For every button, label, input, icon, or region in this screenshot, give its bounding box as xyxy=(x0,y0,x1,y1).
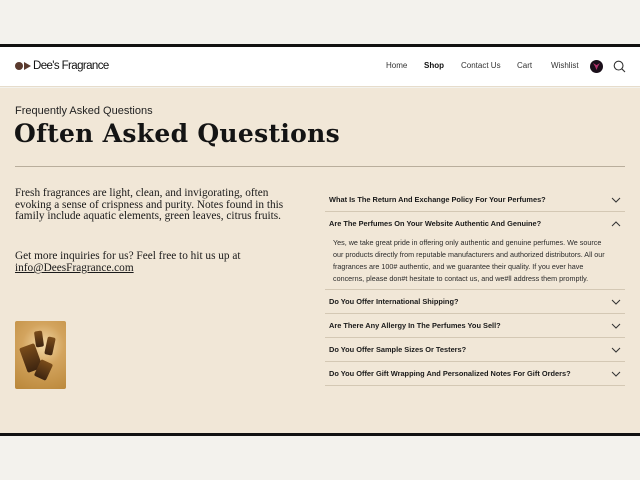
faq-question-text: Do You Offer Gift Wrapping And Personalized Notes For Gift Orders? xyxy=(329,369,571,378)
nav-contact-us[interactable]: Contact Us xyxy=(461,61,501,70)
chevron-down-icon xyxy=(611,197,621,203)
chevron-down-icon xyxy=(611,323,621,329)
product-image xyxy=(15,321,66,389)
faq-question-gift-wrapping[interactable] xyxy=(325,362,625,385)
faq-question-authentic[interactable] xyxy=(325,212,625,235)
nav-wishlist[interactable]: Wishlist xyxy=(551,61,579,70)
user-avatar[interactable] xyxy=(590,60,603,73)
brand-name: Dee's Fragrance xyxy=(33,60,109,72)
faq-item xyxy=(325,338,625,362)
faq-page-content xyxy=(0,88,640,433)
faq-question-samples[interactable] xyxy=(325,338,625,361)
faq-item xyxy=(325,212,625,290)
faq-item xyxy=(325,362,625,386)
faq-question-text: Do You Offer International Shipping? xyxy=(329,297,459,306)
contact-email-link[interactable]: info@DeesFragrance.com xyxy=(15,262,134,274)
chevron-up-icon xyxy=(611,221,621,227)
faq-question-text: Are There Any Allergy In The Perfumes You Sell? xyxy=(329,321,501,330)
search-icon[interactable] xyxy=(613,60,626,73)
page-title: Often Asked Questions xyxy=(14,119,340,148)
section-eyebrow: Frequently Asked Questions xyxy=(15,105,153,117)
faq-item xyxy=(325,314,625,338)
faq-question-shipping[interactable] xyxy=(325,290,625,313)
faq-item xyxy=(325,188,625,212)
faq-question-text: Do You Offer Sample Sizes Or Testers? xyxy=(329,345,467,354)
chevron-down-icon xyxy=(611,299,621,305)
nav-cart[interactable]: Cart xyxy=(517,61,533,70)
browser-bottom-margin xyxy=(0,436,640,480)
bottle-shape xyxy=(34,331,44,348)
nav-shop[interactable]: Shop xyxy=(424,61,444,70)
contact-prefix: Get more inquiries for us? Feel free to hit us up at xyxy=(15,250,241,262)
chevron-down-icon xyxy=(611,371,621,377)
intro-text: Fresh fragrances are light, clean, and invigorating, often evoking a sense of crispness and purity. Notes found in this family include aquatic elements, green leaves, citrus fruits. xyxy=(15,187,284,222)
faq-answer: Yes, we take great pride in offering only authentic and genuine perfumes. We source our products directly from reputable manufacturers and authorized distributors. All our fragrances are 100# authentic, and we guarantee their quality. If you ever have concerns, please don#t hesitate to contact us, and we#ll address them promptly. xyxy=(333,238,605,283)
browser-top-margin xyxy=(0,0,640,44)
site-header xyxy=(0,47,640,87)
chevron-down-icon xyxy=(611,347,621,353)
faq-accordion xyxy=(325,188,625,386)
faq-question-text: What Is The Return And Exchange Policy For Your Perfumes? xyxy=(329,195,546,204)
faq-question-return-policy[interactable] xyxy=(325,188,625,211)
nav-home[interactable]: Home xyxy=(386,61,408,70)
bottle-shape xyxy=(44,336,56,355)
faq-question-text: Are The Perfumes On Your Website Authentic And Genuine? xyxy=(329,219,542,228)
main-nav xyxy=(0,61,640,75)
contact-text xyxy=(15,250,285,274)
faq-item xyxy=(325,290,625,314)
title-divider xyxy=(15,166,625,167)
faq-question-allergy[interactable] xyxy=(325,314,625,337)
